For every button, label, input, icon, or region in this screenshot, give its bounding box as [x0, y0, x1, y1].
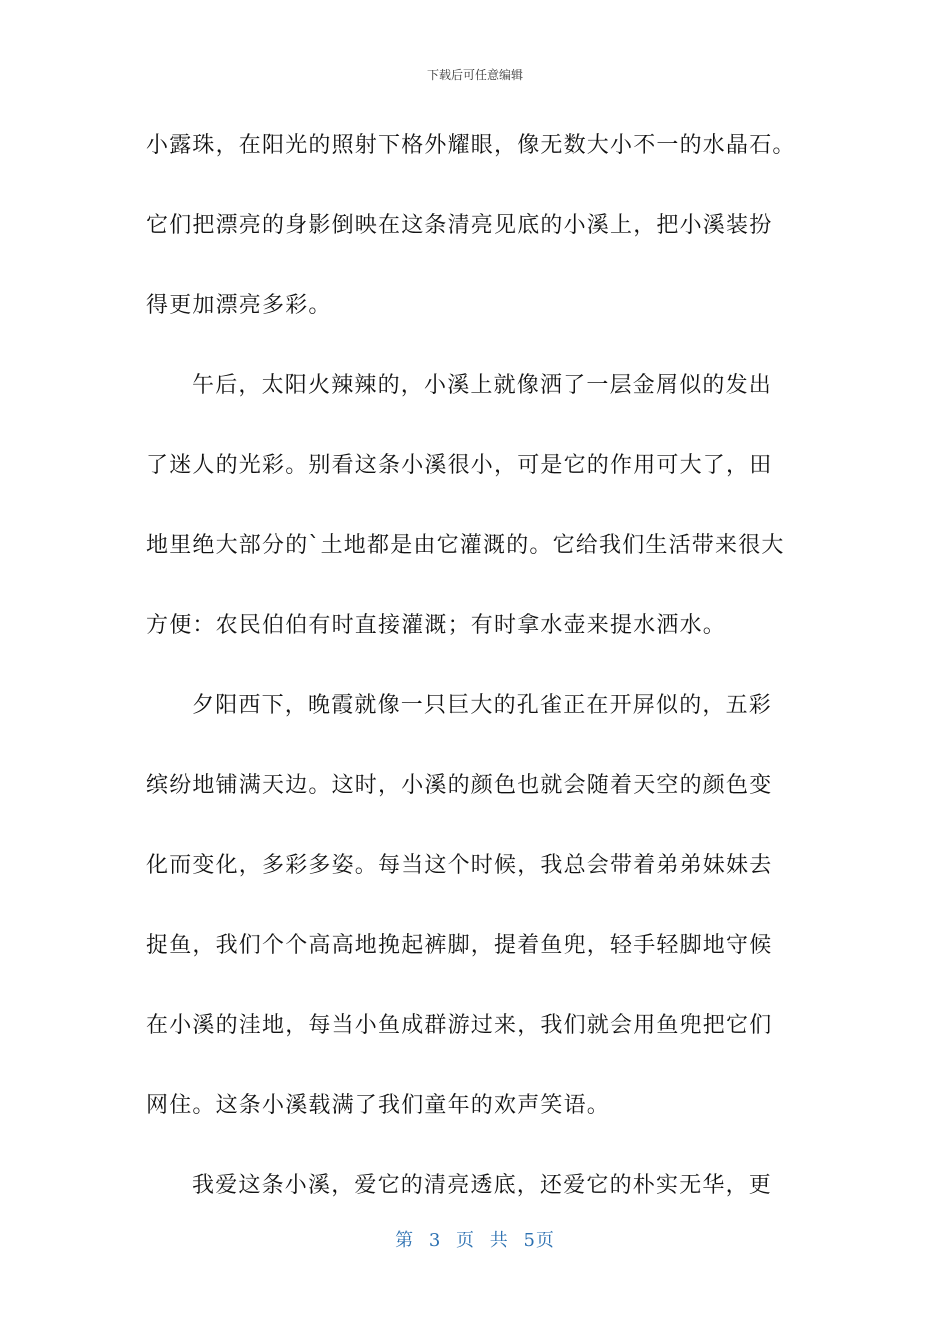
- page-header: 下载后可任意编辑: [426, 68, 523, 82]
- text-line: 得更加漂亮多彩。: [146, 293, 332, 318]
- footer-total-pages: 5页: [523, 1230, 555, 1251]
- footer-ye: 页: [456, 1230, 475, 1251]
- footer-gong: 共: [489, 1230, 509, 1251]
- text-line: 化而变化，多彩多姿。每当这个时候，我总会带着弟弟妹妹去: [146, 853, 773, 878]
- text-line: 网住。这条小溪载满了我们童年的欢声笑语。: [146, 1093, 611, 1118]
- text-line: 它们把漂亮的身影倒映在这条清亮见底的小溪上，把小溪装扮: [146, 213, 773, 238]
- text-line: 在小溪的洼地，每当小鱼成群游过来，我们就会用鱼兜把它们: [146, 1013, 773, 1038]
- footer-di: 第: [395, 1230, 415, 1251]
- document-body: [146, 126, 826, 1246]
- paragraph-start-line: 午后，太阳火辣辣的，小溪上就像洒了一层金屑似的发出: [192, 373, 773, 398]
- text-line: 地里绝大部分的`土地都是由它灌溉的。它给我们生活带来很大: [146, 533, 785, 558]
- paragraph-start-line: 夕阳西下，晚霞就像一只巨大的孔雀正在开屏似的，五彩: [192, 693, 773, 718]
- text-line: 了迷人的光彩。别看这条小溪很小，可是它的作用可大了，田: [146, 453, 773, 478]
- text-line: 方便：农民伯伯有时直接灌溉；有时拿水壶来提水洒水。: [146, 613, 727, 638]
- footer-page-number: 3: [428, 1230, 442, 1251]
- text-line: 小露珠，在阳光的照射下格外耀眼，像无数大小不一的水晶石。: [146, 133, 796, 158]
- page-footer: [0, 1226, 950, 1252]
- paragraph-start-line: 我爱这条小溪，爱它的清亮透底，还爱它的朴实无华，更: [192, 1173, 773, 1198]
- text-line: 缤纷地铺满天边。这时，小溪的颜色也就会随着天空的颜色变: [146, 773, 773, 798]
- text-line: 捉鱼，我们个个高高地挽起裤脚，提着鱼兜，轻手轻脚地守候: [146, 933, 773, 958]
